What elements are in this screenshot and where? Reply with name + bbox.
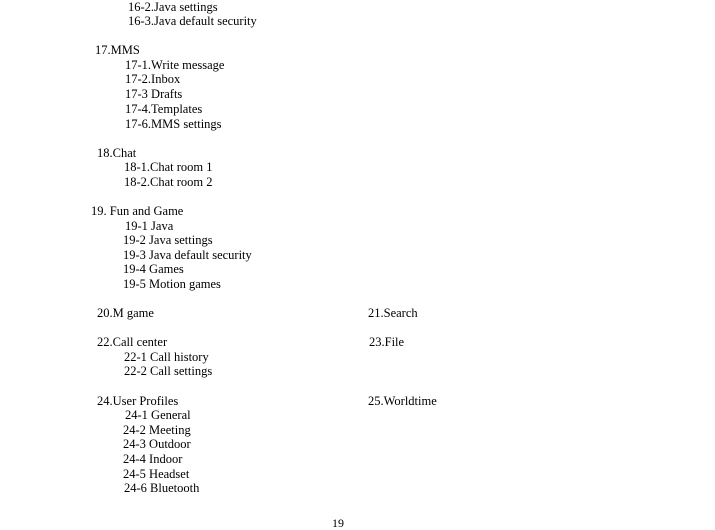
menu-item-18-1: 18-1.Chat room 1 (124, 160, 213, 174)
menu-item-16-2: 16-2.Java settings (128, 0, 218, 14)
menu-title-19: 19. Fun and Game (91, 204, 184, 218)
menu-title-22: 22.Call center (97, 335, 168, 349)
menu-item-22-1: 22-1 Call history (124, 350, 209, 364)
menu-title-25: 25.Worldtime (368, 394, 437, 408)
menu-item-19-5: 19-5 Motion games (123, 277, 221, 291)
menu-item-24-1: 24-1 General (125, 408, 191, 422)
menu-item-17-2: 17-2.Inbox (125, 72, 181, 86)
menu-title-20: 20.M game (97, 306, 154, 320)
menu-item-24-2: 24-2 Meeting (123, 423, 191, 437)
menu-item-24-6: 24-6 Bluetooth (124, 481, 200, 495)
menu-item-18-2: 18-2.Chat room 2 (124, 175, 213, 189)
menu-item-19-2: 19-2 Java settings (123, 233, 213, 247)
page-number: 19 (332, 516, 344, 530)
menu-title-17: 17.MMS (95, 43, 140, 57)
menu-item-19-1: 19-1 Java (125, 219, 174, 233)
menu-item-16-3: 16-3.Java default security (128, 14, 257, 28)
menu-item-24-5: 24-5 Headset (123, 467, 190, 481)
menu-item-17-3: 17-3 Drafts (125, 87, 183, 101)
menu-title-21: 21.Search (368, 306, 418, 320)
menu-item-24-4: 24-4 Indoor (123, 452, 183, 466)
menu-item-19-4: 19-4 Games (123, 262, 184, 276)
menu-item-19-3: 19-3 Java default security (123, 248, 252, 262)
menu-item-24-3: 24-3 Outdoor (123, 437, 191, 451)
menu-title-24: 24.User Profiles (97, 394, 179, 408)
menu-item-17-4: 17-4.Templates (125, 102, 203, 116)
menu-item-17-6: 17-6.MMS settings (125, 117, 222, 131)
menu-title-23: 23.File (369, 335, 405, 349)
menu-item-22-2: 22-2 Call settings (124, 364, 213, 378)
menu-item-17-1: 17-1.Write message (125, 58, 225, 72)
menu-title-18: 18.Chat (97, 146, 137, 160)
